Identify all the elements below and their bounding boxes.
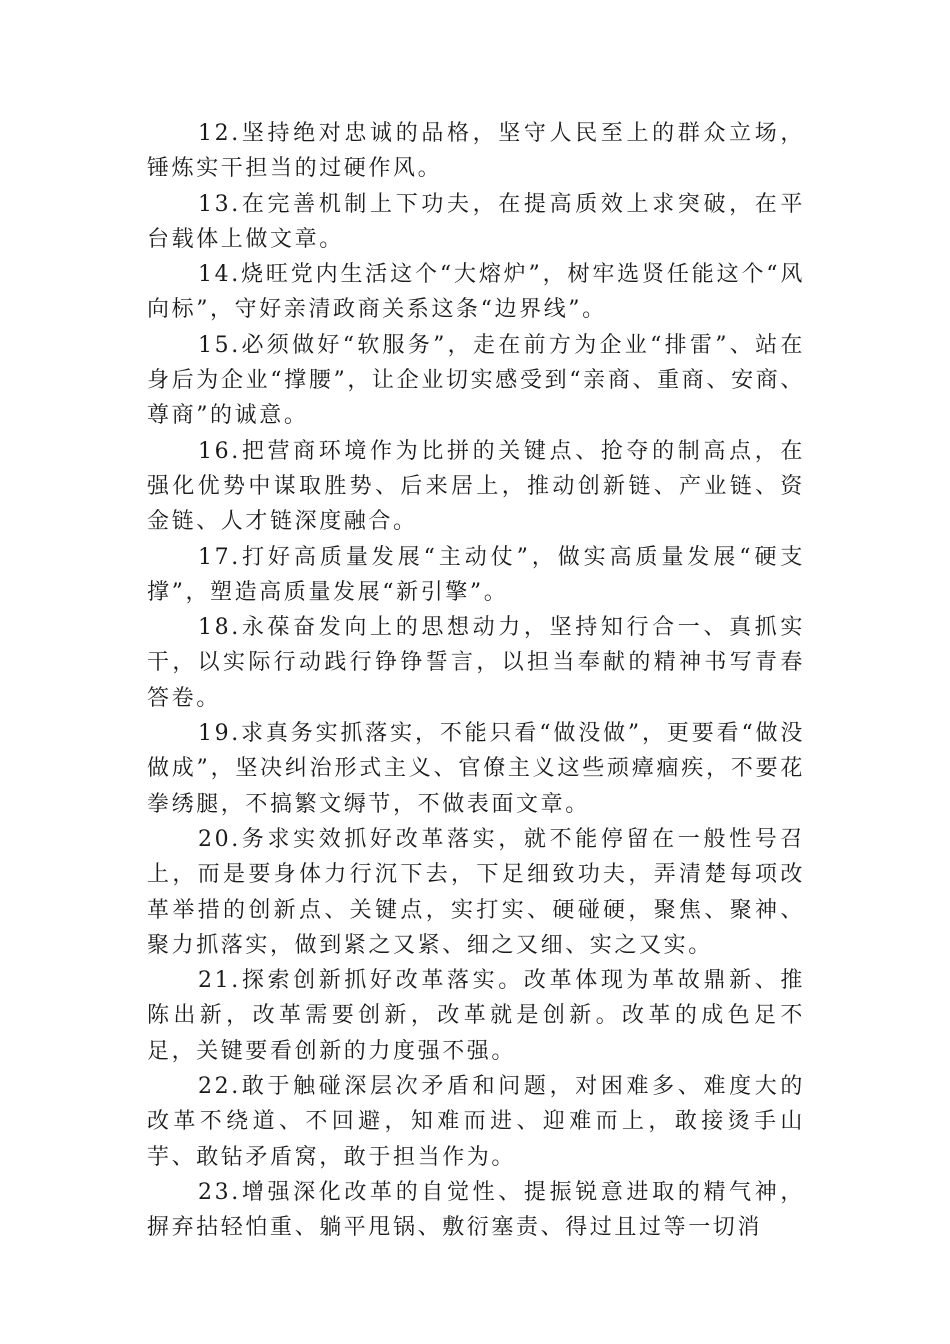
paragraph-15: 15.必须做好“软服务”，走在前方为企业“排雷”、站在身后为企业“撑腰”，让企业切实感受到“亲商、重商、安商、尊商”的诚意。 [147, 332, 805, 429]
paragraph-17: 17.打好高质量发展“主动仗”，做实高质量发展“硬支撑”，塑造高质量发展“新引擎”。 [147, 544, 805, 605]
paragraph-20: 20.务求实效抓好改革落实，就不能停留在一般性号召上，而是要身体力行沉下去，下足细致功夫，弄清楚每项改革举措的创新点、关键点，实打实、硬碰硬，聚焦、聚神、聚力抓落实，做到紧之又紧、细之又细、实之又实。 [147, 826, 805, 958]
paragraph-19: 19.求真务实抓落实，不能只看“做没做”，更要看“做没做成”，坚决纠治形式主义、官僚主义这些顽瘴痼疾，不要花拳绣腿，不搞繁文缛节，不做表面文章。 [147, 721, 805, 817]
paragraph-12: 12.坚持绝对忠诚的品格，坚守人民至上的群众立场，锤炼实干担当的过硬作风。 [147, 121, 805, 182]
paragraph-23: 23.增强深化改革的自觉性、提振锐意进取的精气神，摒弃拈轻怕重、躺平甩锅、敷衍塞责、得过且过等一切消 [147, 1179, 805, 1241]
paragraph-13: 13.在完善机制上下功夫，在提高质效上求突破，在平台载体上做文章。 [147, 191, 805, 252]
document-body [147, 116, 805, 1246]
paragraph-22: 22.敢于触碰深层次矛盾和问题，对困难多、难度大的改革不绕道、不回避，知难而进、迎难而上，敢接烫手山芋、敢钻矛盾窝，敢于担当作为。 [147, 1074, 805, 1170]
paragraph-21: 21.探索创新抓好改革落实。改革体现为革故鼎新、推陈出新，改革需要创新，改革就是创新。改革的成色足不足，关键要看创新的力度强不强。 [147, 968, 805, 1064]
paragraph-14: 14.烧旺党内生活这个“大熔炉”，树牢选贤任能这个“风向标”，守好亲清政商关系这条“边界线”。 [147, 262, 805, 323]
paragraph-18: 18.永葆奋发向上的思想动力，坚持知行合一、真抓实干，以实际行动践行铮铮誓言，以担当奉献的精神书写青春答卷。 [147, 615, 805, 711]
paragraph-16: 16.把营商环境作为比拼的关键点、抢夺的制高点，在强化优势中谋取胜势、后来居上，推动创新链、产业链、资金链、人才链深度融合。 [147, 438, 805, 535]
